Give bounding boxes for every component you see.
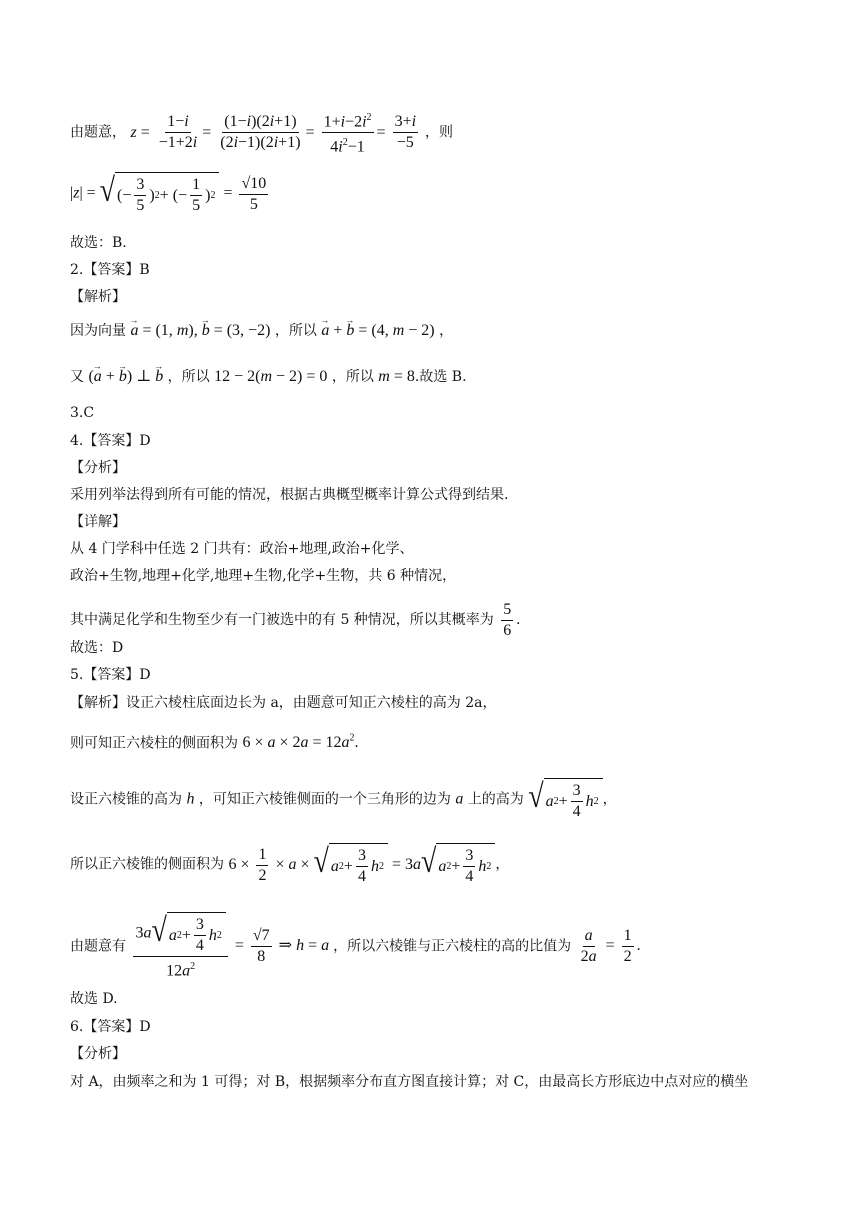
vector-equation: → a = (1, m), → b = (3, −2): [130, 322, 270, 339]
text: 设正六棱锥的高为: [70, 791, 182, 808]
vector-sum: → a + → b = (4, m − 2): [321, 322, 434, 339]
m-value: m = 8: [378, 368, 415, 385]
paragraph: 从 4 门学科中任选 2 门共有：政治+地理,政治+化学、: [70, 541, 414, 557]
probability-fraction: $\frac{5}{6}$ .: [503, 601, 521, 639]
text: ，所以六棱锥与正六棱柱的高的比值为: [333, 938, 572, 955]
ratio-equation: 3a √ a 2 + $\frac{3}{4}$ h 2 $12a^2$ = $\frac{√7}{8}$ ⇒ h = a: [135, 912, 330, 980]
vector-line: [70, 322, 453, 340]
text: .故选 B.: [414, 369, 467, 385]
section-heading: 【分析】: [70, 1046, 126, 1062]
height-ratio: $\frac{a}{2a}$ = $\frac{1}{2}$ .: [580, 927, 641, 966]
perpendicular-line: [70, 368, 467, 386]
z-derivation-line: [70, 108, 453, 158]
question-3-answer: 3.C: [70, 405, 95, 421]
text: 则可知正六棱柱的侧面积为: [70, 735, 238, 752]
paragraph: 对 A，由频率之和为 1 可得；对 B，根据频率分布直方图直接计算；对 C，由最高长方形底边中点对应的横坐: [70, 1074, 749, 1090]
prism-area-equation: $6 \times a \times 2a = 12a^2$.: [242, 733, 359, 752]
text: ，所以: [274, 323, 317, 339]
dot-equation: 12 − 2(m − 2) = 0: [214, 368, 328, 385]
section-heading: 【详解】: [70, 514, 126, 530]
question-6-answer: 6.【答案】D: [70, 1019, 151, 1035]
perp-expression: (→ a + → b) ⊥ → b: [88, 368, 163, 385]
a-symbol: a: [455, 790, 464, 808]
paragraph: 采用列举法得到所有可能的情况，根据古典概型概率计算公式得到结果.: [70, 487, 509, 503]
pyramid-area-line: 所以正六棱锥的侧面积为 6 × $\frac{1}{2}$ × a × √ a 2 + $\frac{3}{4}$ h 2 = 3a √ a 2 + $\frac{3}{4}$ h 2 ，: [70, 843, 510, 885]
z-equation: z = $\frac{1-i}{-1+2i}$ = $\frac{(1-i)(2i+1)}{(2i-1)(2i+1)}$ = $\frac{1+i-2i^2}{4i^2-1}$ = $\frac{3+i}{-5}$: [130, 124, 425, 141]
text: 又: [70, 369, 84, 385]
text: 所以正六棱锥的侧面积为: [70, 856, 224, 873]
answer-line: 故选 D.: [70, 991, 118, 1007]
text: 上的高为: [467, 791, 524, 808]
text: ，可知正六棱锥侧面的一个三角形的边为: [198, 791, 451, 808]
answer-line: 故选：B.: [70, 235, 127, 251]
section-heading: 【分析】: [70, 460, 126, 476]
paragraph: 【解析】设正六棱柱底面边长为 a，由题意可知正六棱柱的高为 2a，: [70, 695, 497, 711]
text: 由题意有: [70, 938, 126, 955]
pyramid-height-line: 设正六棱锥的高为 h ，可知正六棱锥侧面的一个三角形的边为 a 上的高为 √ a 2 + $\frac{3}{4}$ h 2 ，: [70, 778, 617, 820]
text: 其中满足化学和生物至少有一门被选中的有 5 种情况，所以其概率为: [70, 612, 494, 629]
question-2-answer: 2.【答案】B: [70, 262, 150, 278]
h-symbol: h: [186, 790, 195, 808]
question-4-answer: 4.【答案】D: [70, 433, 151, 449]
prism-area-line: [70, 730, 359, 752]
probability-line: [70, 600, 520, 641]
text: ，所以: [167, 369, 210, 385]
ratio-line: [70, 912, 641, 981]
question-5-answer: 5.【答案】D: [70, 667, 151, 683]
section-heading: 【解析】: [70, 289, 126, 305]
paragraph: 政治+生物,地理+化学,地理+生物,化学+生物，共 6 种情况，: [70, 568, 457, 584]
text: 因为向量: [70, 323, 126, 339]
slant-height-expression: √ a 2 + $\frac{3}{4}$ h 2: [528, 791, 602, 808]
answer-line: 故选：D: [70, 640, 124, 656]
text: ，所以: [331, 369, 374, 385]
text: ，: [439, 323, 454, 339]
pyramid-area-equation: 6 × $\frac{1}{2}$ × a × √ a 2 + $\frac{3}{4}$ h 2 = 3a √ a 2 + $\frac{3}{4}$ h 2: [228, 856, 495, 873]
text: ，则: [425, 124, 454, 141]
text: 由题意，: [70, 124, 126, 141]
modulus-equation: |z| = √ (− $\frac{3}{5}$ ) 2 + (− $\frac{1}{5}$ ) 2 = $\frac{√10}{5}$: [70, 172, 267, 214]
